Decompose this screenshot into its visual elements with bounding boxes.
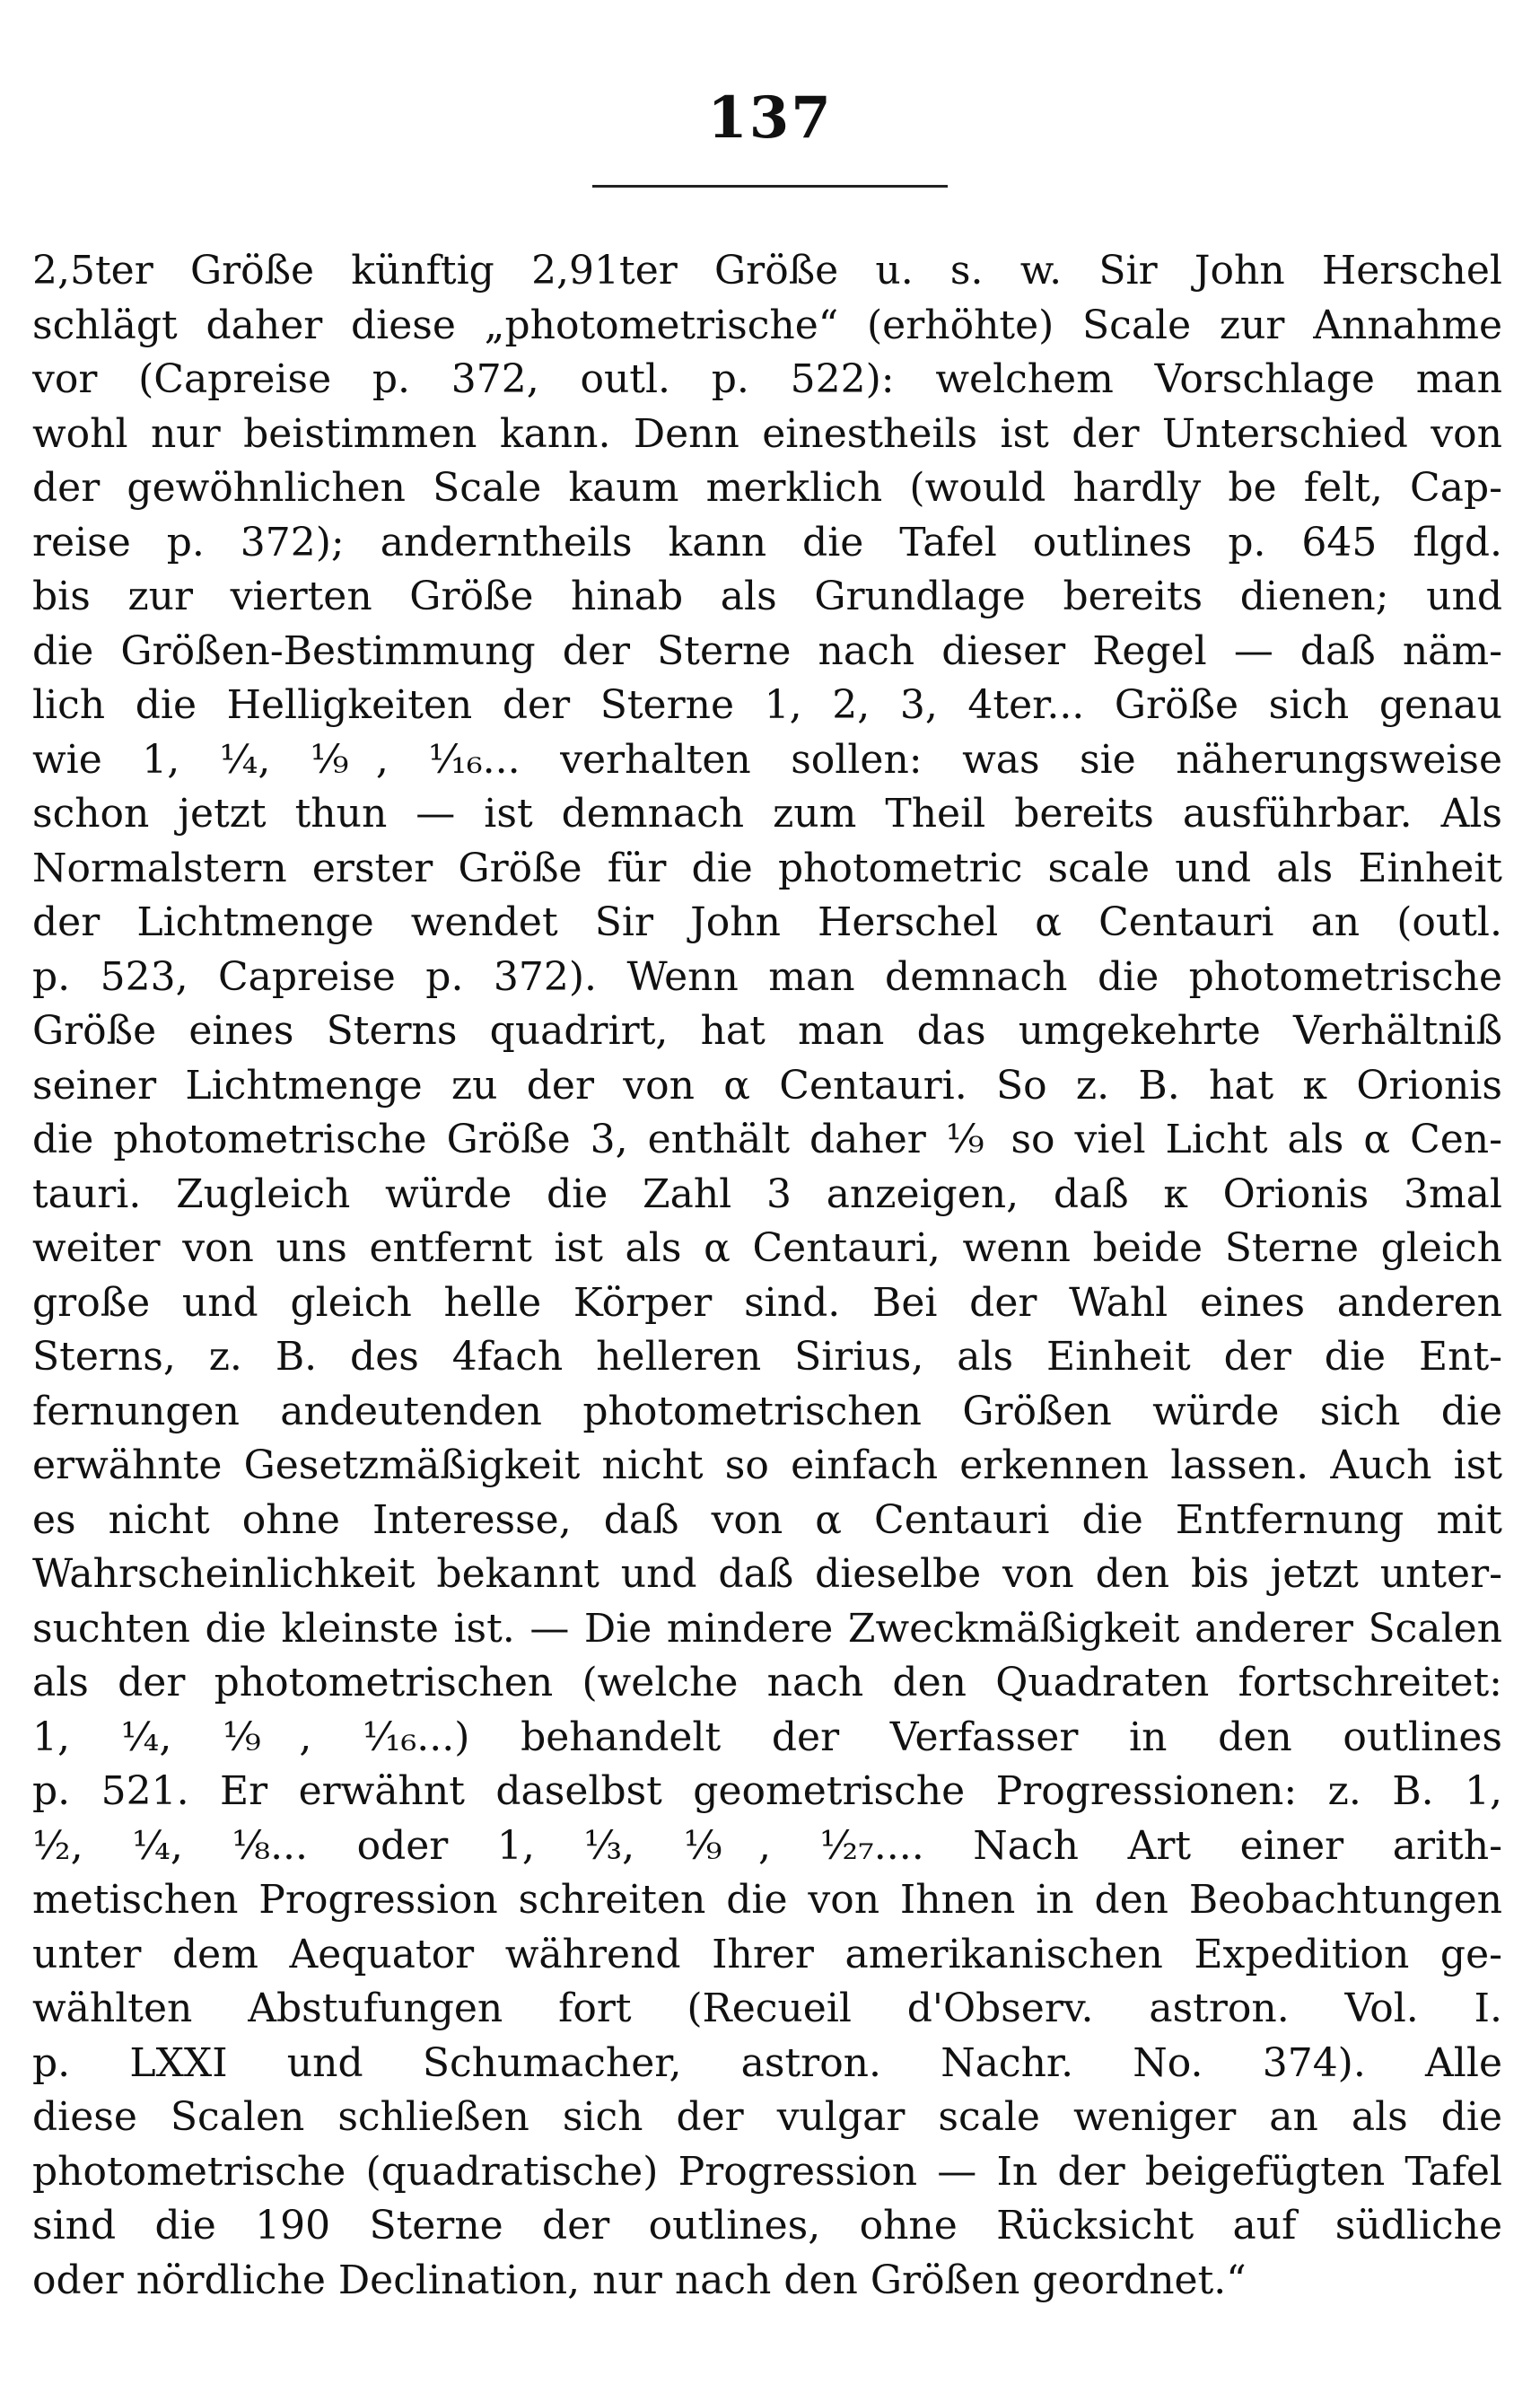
text-line: wohl nur beistimmen kann. Denn einestheils ist der Unterschied von [32, 410, 1502, 457]
text-line: als der photometrischen (welche nach den Quadraten fortschreitet: [32, 1660, 1502, 1705]
text-line: tauri. Zugleich würde die Zahl 3 anzeigen, daß κ Orionis 3mal [32, 1170, 1502, 1217]
text-line: bis zur vierten Größe hinab als Grundlage bereits dienen; und [32, 574, 1502, 619]
text-line: erwähnte Gesetzmäßigkeit nicht so einfach erkennen lassen. Auch ist [32, 1442, 1502, 1488]
text-line: fernungen andeutenden photometrischen Größen würde sich die [32, 1388, 1502, 1434]
text-line: sind die 190 Sterne der outlines, ohne Rücksicht auf südliche [32, 2203, 1502, 2249]
page-number: 137 [707, 84, 833, 152]
text-line: p. 521. Er erwähnt daselbst geometrische Progressionen: z. B. 1, [32, 1768, 1502, 1814]
text-line: reise p. 372); anderntheils kann die Tafel outlines p. 645 flgd. [32, 519, 1502, 565]
text-line: wählten Abstufungen fort (Recueil d'Observ. astron. Vol. I. [32, 1986, 1502, 2031]
text-line: 2,5ter Größe künftig 2,91ter Größe u. s. w. Sir John Herschel [32, 248, 1502, 294]
text-line: die photometrische Größe 3, enthält daher ⅑ so viel Licht als α Cen- [32, 1117, 1502, 1162]
body-text [32, 244, 1502, 2308]
text-line: p. LXXI und Schumacher, astron. Nachr. No. 374). Alle [32, 2039, 1502, 2086]
text-line: p. 523, Capreise p. 372). Wenn man demnach die photometrische [32, 953, 1502, 1000]
text-line: photometrische (quadratische) Progression — In der beigefügten Tafel [32, 2148, 1502, 2195]
text-line: die Größen-Bestimmung der Sterne nach dieser Regel — daß näm- [32, 627, 1502, 674]
text-line: wie 1, ¼, ⅑, ¹⁄₁₆... verhalten sollen: was sie näherungsweise [32, 736, 1502, 783]
text-line: 1, ¼, ⅑, ¹⁄₁₆...) behandelt der Verfasser in den outlines [32, 1714, 1502, 1760]
text-line: Normalstern erster Größe für die photometric scale und als Einheit [32, 845, 1502, 891]
text-line: ½, ¼, ⅛... oder 1, ⅓, ⅑, ¹⁄₂₇.... Nach Art einer arith- [32, 1822, 1502, 1869]
text-line: es nicht ohne Interesse, daß von α Centauri die Entfernung mit [32, 1496, 1502, 1543]
text-line: Größe eines Sterns quadrirt, hat man das umgekehrte Verhältniß [32, 1008, 1502, 1054]
header-rule [592, 185, 948, 188]
text-line: metischen Progression schreiten die von Ihnen in den Beobachtungen [32, 1877, 1502, 1923]
text-line: vor (Capreise p. 372, outl. p. 522): welchem Vorschlage man [32, 356, 1502, 402]
text-line: schon jetzt thun — ist demnach zum Theil bereits ausführbar. Als [32, 791, 1502, 837]
text-line: seiner Lichtmenge zu der von α Centauri. So z. B. hat κ Orionis [32, 1062, 1502, 1109]
text-line: der Lichtmenge wendet Sir John Herschel α Centauri an (outl. [32, 899, 1502, 945]
text-line: diese Scalen schließen sich der vulgar scale weniger an als die [32, 2094, 1502, 2140]
text-line: Sterns, z. B. des 4fach helleren Sirius, als Einheit der die Ent- [32, 1334, 1502, 1380]
text-line: Wahrscheinlichkeit bekannt und daß dieselbe von den bis jetzt unter- [32, 1551, 1502, 1597]
text-line: oder nördliche Declination, nur nach den Größen geordnet.“ [32, 2257, 1247, 2303]
text-line: unter dem Aequator während Ihrer amerikanischen Expedition ge- [32, 1931, 1502, 1977]
text-line: der gewöhnlichen Scale kaum merklich (would hardly be felt, Cap- [32, 465, 1502, 511]
text-line: weiter von uns entfernt ist als α Centauri, wenn beide Sterne gleich [32, 1225, 1502, 1271]
text-line: suchten die kleinste ist. — Die mindere Zweckmäßigkeit anderer Scalen [32, 1605, 1502, 1652]
text-line: lich die Helligkeiten der Sterne 1, 2, 3, 4ter... Größe sich genau [32, 682, 1502, 728]
text-line: schlägt daher diese „photometrische“ (erhöhte) Scale zur Annahme [32, 302, 1502, 348]
text-line: große und gleich helle Körper sind. Bei der Wahl eines anderen [32, 1279, 1502, 1326]
